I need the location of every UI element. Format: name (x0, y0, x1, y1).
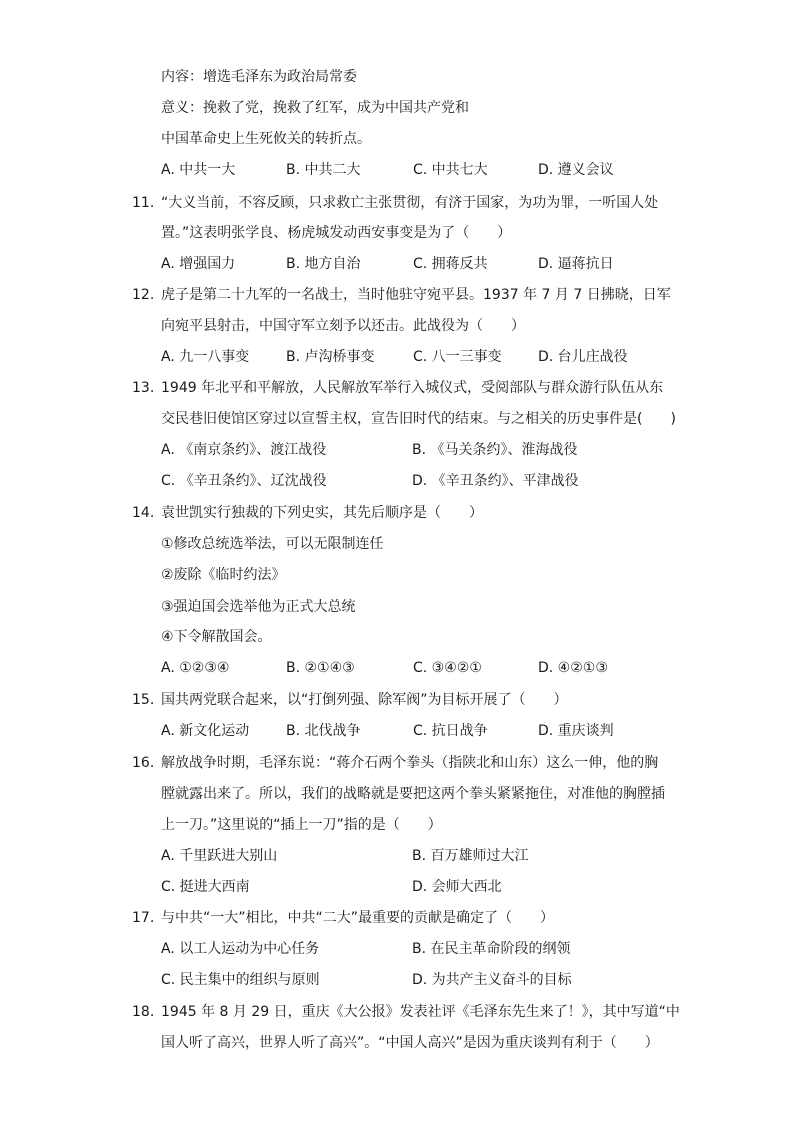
q14-item-2: ②废除《临时约法》 (161, 567, 286, 583)
q17-stem-line-1: 与中共“一大”相比，中共“二大”最重要的贡献是确定了（ ） (161, 910, 555, 926)
q16-number: 16. (132, 755, 155, 771)
q10-options (161, 160, 681, 180)
q11-option-b: B. 地方自治 (286, 256, 361, 272)
q12-stem-line-1: 虎子是第二十九军的一名战士，当时他驻守宛平县。1937 年 7 月 7 日拂晓，日军 (161, 287, 671, 303)
q12-option-b: B. 卢沟桥事变 (286, 349, 375, 365)
q18-stem-line-1: 1945 年 8 月 29 日，重庆《大公报》发表社评《毛泽东先生来了！》，其中写道“中 (161, 1004, 680, 1020)
q14-option-c: C. ③④②① (413, 660, 482, 676)
q16-stem-line-3: 上一刀。”这里说的“插上一刀”指的是（ ） (161, 817, 442, 833)
q16-stem-line-2: 膛就露出来了。所以，我们的战略就是要把这两个拳头紧紧拖住，对准他的胸膛插 (161, 786, 665, 802)
q12-stem-line-2: 向宛平县射击，中国守军立刻予以还击。此战役为（ ） (161, 318, 525, 334)
q17-option-c: C. 民主集中的组织与原则 (161, 972, 320, 988)
q10-option-c: C. 中共七大 (413, 162, 488, 178)
q16-options-row-1 (161, 846, 681, 866)
q17-option-a: A. 以工人运动为中心任务 (161, 941, 320, 957)
q14-option-a: A. ①②③④ (161, 660, 230, 676)
q14-options (161, 658, 681, 678)
q11-stem-line-2: 置。”这表明张学良、杨虎城发动西安事变是为了（ ） (161, 225, 512, 241)
q13-option-a: A. 《南京条约》、渡江战役 (161, 442, 327, 458)
q16-option-c: C. 挺进大西南 (161, 879, 250, 895)
q13-option-d: D. 《辛丑条约》、平津战役 (412, 473, 579, 489)
q15-option-b: B. 北伐战争 (286, 723, 361, 739)
q16-options-row-2 (161, 877, 681, 897)
q14-item-3: ③强迫国会选举他为正式大总统 (161, 599, 356, 615)
q16-stem-line-1: 解放战争时期，毛泽东说：“蒋介石两个拳头（指陕北和山东）这么一伸，他的胸 (161, 755, 659, 771)
q10-option-a: A. 中共一大 (161, 162, 236, 178)
q14-item-1: ①修改总统选举法，可以无限制连任 (161, 536, 384, 552)
q14-number: 14. (132, 505, 155, 521)
q17-options-row-2 (161, 970, 681, 990)
q13-number: 13. (132, 380, 155, 396)
q13-options-row-1 (161, 440, 681, 460)
q13-options-row-2 (161, 471, 681, 491)
q10-content-line: 内容：增选毛泽东为政治局常委 (161, 69, 357, 85)
q14-option-d: D. ④②①③ (538, 660, 608, 676)
q11-options (161, 254, 681, 274)
q17-option-b: B. 在民主革命阶段的纲领 (412, 941, 571, 957)
q17-options-row-1 (161, 939, 681, 959)
q14-stem-line-1: 袁世凯实行独裁的下列史实，其先后顺序是（ ） (161, 505, 483, 521)
q10-option-b: B. 中共二大 (286, 162, 361, 178)
q12-option-d: D. 台儿庄战役 (538, 349, 628, 365)
q15-number: 15. (132, 692, 155, 708)
q10-option-d: D. 遵义会议 (538, 162, 614, 178)
q12-number: 12. (132, 287, 155, 303)
q10-significance-line: 意义：挽救了党，挽救了红军，成为中国共产党和 (161, 100, 469, 116)
q12-option-a: A. 九一八事变 (161, 349, 250, 365)
q17-number: 17. (132, 910, 155, 926)
q16-option-d: D. 会师大西北 (412, 879, 502, 895)
q18-number: 18. (132, 1004, 155, 1020)
q14-option-b: B. ②①④③ (286, 660, 355, 676)
q16-option-b: B. 百万雄师过大江 (412, 848, 529, 864)
q15-options (161, 721, 681, 741)
q15-option-d: D. 重庆谈判 (538, 723, 614, 739)
q13-stem-line-2: 交民巷旧使馆区穿过以宣誓主权，宣告旧时代的结束。与之相关的历史事件是( ) (161, 411, 676, 427)
q17-option-d: D. 为共产主义奋斗的目标 (412, 972, 572, 988)
q11-option-d: D. 逼蒋抗日 (538, 256, 614, 272)
q13-stem-line-1: 1949 年北平和平解放，人民解放军举行入城仪式，受阅部队与群众游行队伍从东 (161, 380, 664, 396)
q14-item-4: ④下令解散国会。 (161, 629, 272, 645)
q15-option-a: A. 新文化运动 (161, 723, 250, 739)
q11-option-a: A. 增强国力 (161, 256, 236, 272)
q15-stem-line-1: 国共两党联合起来，以“打倒列强、除军阀”为目标开展了（ ） (161, 692, 568, 708)
q15-option-c: C. 抗日战争 (413, 723, 488, 739)
q10-significance-line-2: 中国革命史上生死攸关的转折点。 (161, 131, 371, 147)
q13-option-c: C. 《辛丑条约》、辽沈战役 (161, 473, 327, 489)
q12-options (161, 347, 681, 367)
q11-number: 11. (132, 195, 155, 211)
q13-option-b: B. 《马关条约》、淮海战役 (412, 442, 578, 458)
q11-stem-line-1: “大义当前，不容反顾，只求救亡主张贯彻，有济于国家，为功为罪，一听国人处 (161, 195, 659, 211)
q16-option-a: A. 千里跃进大别山 (161, 848, 278, 864)
q12-option-c: C. 八一三事变 (413, 349, 502, 365)
q18-stem-line-2: 国人听了高兴，世界人听了高兴”。“中国人高兴”是因为重庆谈判有利于（ ） (161, 1035, 659, 1051)
q11-option-c: C. 拥蒋反共 (413, 256, 488, 272)
